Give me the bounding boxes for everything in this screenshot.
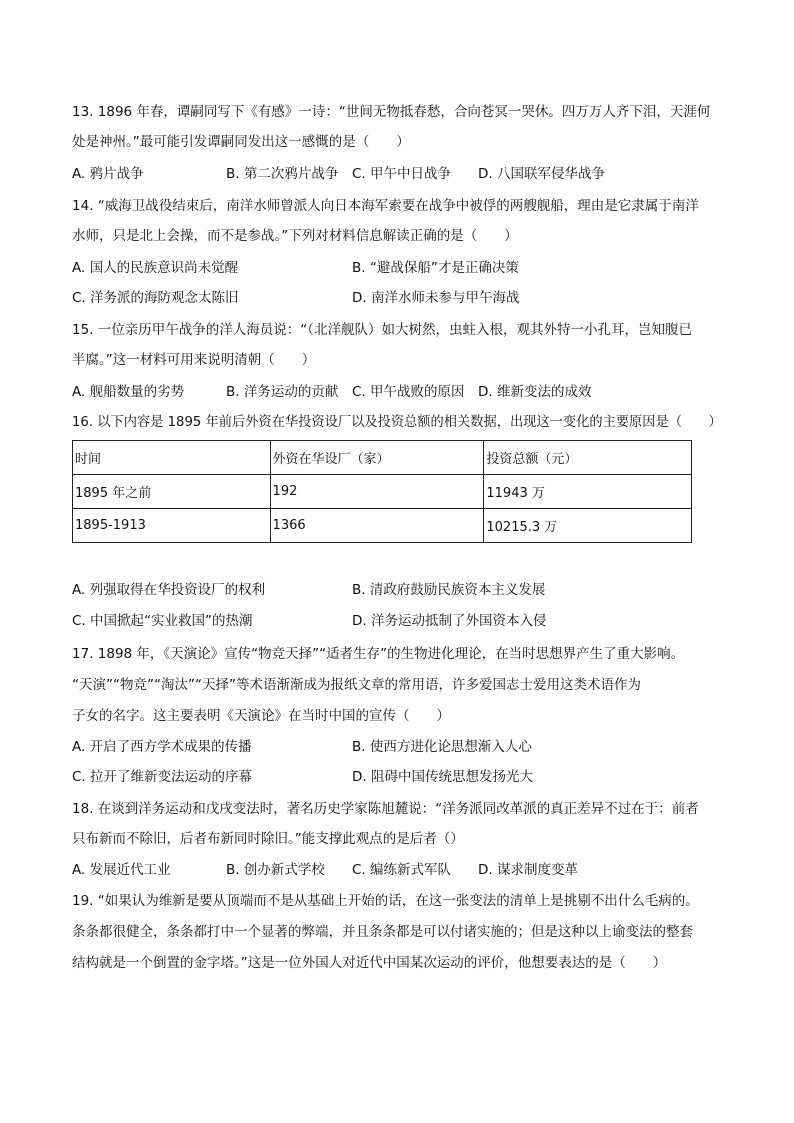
question-17-line-1: 17. 1898 年，《天演论》宣传“物竞天择”“适者生存”的生物进化理论，在当时思想界产生了重大影响。: [72, 646, 685, 662]
table-header-time: 时间: [73, 441, 271, 475]
table-header-factories: 外资在华设厂（家）: [270, 441, 484, 475]
question-13-option-a: A. 鸦片战争: [72, 166, 144, 182]
table-header-investment: 投资总额（元）: [484, 441, 692, 475]
question-13-line-2: 处是神州。”最可能引发谭嗣同发出这一感慨的是（ ）: [72, 134, 410, 150]
question-18-line-2: 只布新而不除旧，后者布新同时除旧。”能支撑此观点的是后者（）: [72, 831, 464, 847]
question-19-line-2: 条条都很健全，条条都打中一个显著的弊端，并且条条都是可以付诸实施的；但是这种以上谕变法的整套: [72, 924, 693, 940]
question-18-option-a: A. 发展近代工业: [72, 862, 171, 878]
question-14-option-c: C. 洋务派的海防观念太陈旧: [72, 290, 239, 306]
question-17-option-b: B. 使西方进化论思想渐入人心: [352, 739, 532, 755]
question-16-option-b: B. 清政府鼓励民族资本主义发展: [352, 582, 546, 598]
question-17-option-d: D. 阻碍中国传统思想发扬光大: [352, 769, 533, 785]
question-17-line-2: “天演”“物竞”“淘汰”“天择”等术语渐渐成为报纸文章的常用语，许多爱国志士爱用这类术语作为: [72, 677, 641, 693]
question-18-option-c: C. 编练新式军队: [352, 862, 452, 878]
question-13-option-b: B. 第二次鸦片战争: [226, 166, 339, 182]
table-cell-investment: 11943 万: [484, 475, 692, 509]
question-15-line-1: 15. 一位亲历甲午战争的洋人海员说：“（北洋舰队）如大树然，虫蛀入根，观其外特一小孔耳，岂知腹已: [72, 322, 693, 338]
question-14-option-d: D. 南洋水师未参与甲午海战: [352, 290, 520, 306]
question-19-line-1: 19. “如果认为维新是要从顶端而不是从基础上开始的话，在这一张变法的清单上是挑剔不出什么毛病的。: [72, 893, 699, 909]
question-14-option-b: B. “避战保船”才是正确决策: [352, 260, 519, 276]
question-18-option-b: B. 创办新式学校: [226, 862, 325, 878]
table-cell-time: 1895 年之前: [73, 475, 271, 509]
question-15-option-d: D. 维新变法的成效: [478, 384, 592, 400]
question-15-line-2: 半腐。”这一材料可用来说明清朝（ ）: [72, 352, 316, 368]
table-cell-time: 1895-1913: [73, 509, 271, 543]
question-18-line-1: 18. 在谈到洋务运动和戊戌变法时，著名历史学家陈旭麓说：“洋务派同改革派的真正差异不过在于：前者: [72, 801, 699, 817]
question-18-option-d: D. 谋求制度变革: [478, 862, 578, 878]
question-16-option-a: A. 列强取得在华投资设厂的权利: [72, 582, 266, 598]
question-14-line-1: 14. “威海卫战役结束后，南洋水师曾派人向日本海军索要在战争中被俘的两艘舰船，理由是它隶属于南洋: [72, 198, 699, 214]
question-16-line-1: 16. 以下内容是 1895 年前后外资在华投资设厂以及投资总额的相关数据，出现这一变化的主要原因是（ ）: [72, 414, 722, 430]
table-cell-factories: 192: [270, 475, 484, 509]
table-cell-investment: 10215.3 万: [484, 509, 692, 543]
table-cell-factories: 1366: [270, 509, 484, 543]
question-15-option-b: B. 洋务运动的贡献: [226, 384, 339, 400]
question-17-option-a: A. 开启了西方学术成果的传播: [72, 739, 252, 755]
table-header-row: [73, 441, 692, 475]
question-17-line-3: 子女的名字。这主要表明《天演论》在当时中国的宣传（ ）: [72, 708, 450, 724]
question-14-option-a: A. 国人的民族意识尚未觉醒: [72, 260, 239, 276]
question-16-option-d: D. 洋务运动抵制了外国资本入侵: [352, 613, 547, 629]
table-row: [73, 475, 692, 509]
question-16-option-c: C. 中国掀起“实业救国”的热潮: [72, 613, 253, 629]
question-14-line-2: 水师，只是北上会操，而不是参战。”下列对材料信息解读正确的是（ ）: [72, 228, 518, 244]
question-13-option-c: C. 甲午中日战争: [352, 166, 452, 182]
table-row: [73, 509, 692, 543]
question-15-option-c: C. 甲午战败的原因: [352, 384, 465, 400]
question-13-line-1: 13. 1896 年春，谭嗣同写下《有感》一诗：“世间无物抵春愁，合向苍冥一哭休。四万万人齐下泪，天涯何: [72, 104, 711, 120]
question-19-line-3: 结构就是一个倒置的金字塔。”这是一位外国人对近代中国某次运动的评价，他想要表达的是（ ）: [72, 955, 667, 971]
investment-data-table: [72, 440, 692, 543]
question-17-option-c: C. 拉开了维新变法运动的序幕: [72, 769, 253, 785]
question-13-option-d: D. 八国联军侵华战争: [478, 166, 605, 182]
question-15-option-a: A. 舰船数量的劣势: [72, 384, 185, 400]
